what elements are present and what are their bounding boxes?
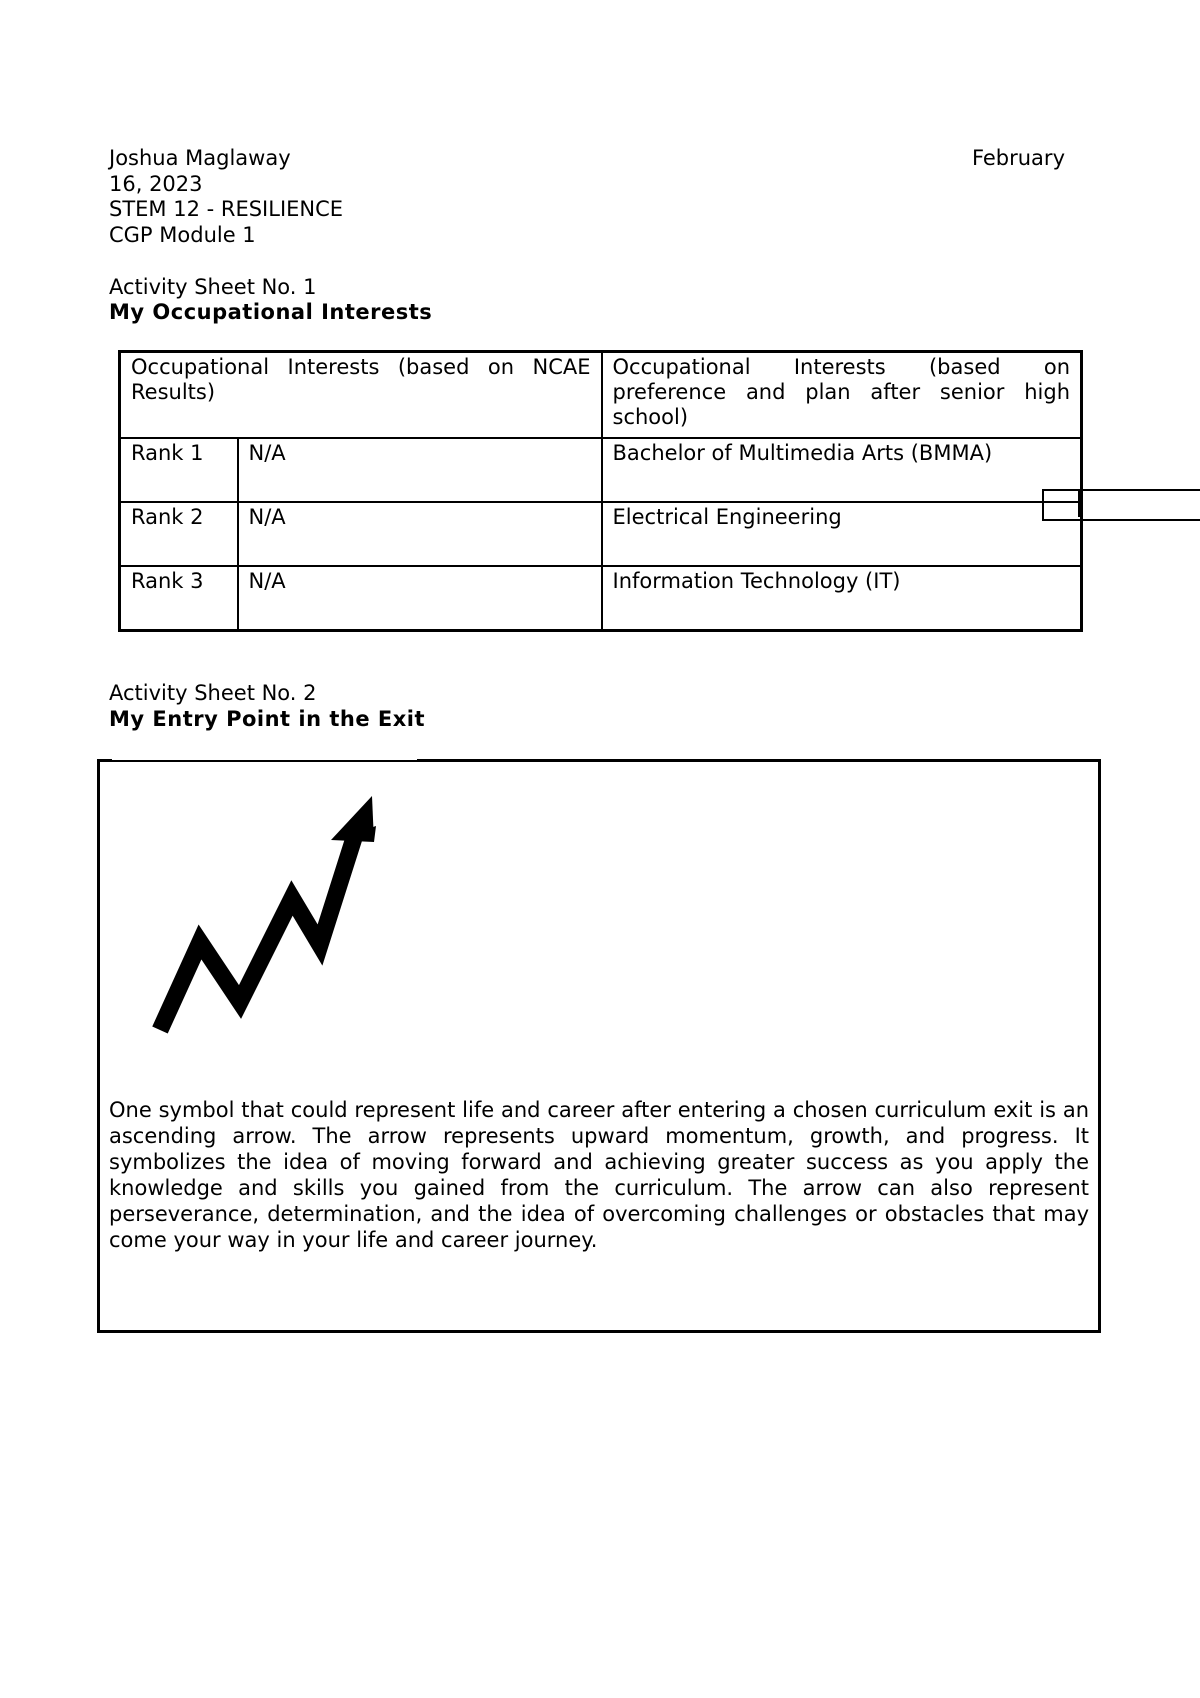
- occupational-interests-table: [118, 350, 1083, 632]
- header-ncae: Occupational Interests (based on NCAE Results): [120, 352, 602, 439]
- table-row: [120, 566, 1082, 631]
- table-row: [120, 502, 1082, 566]
- activity-sheet-2-label: Activity Sheet No. 2: [109, 681, 317, 705]
- ncae-cell: N/A: [238, 566, 602, 631]
- ncae-cell: N/A: [238, 502, 602, 566]
- reflection-paragraph: One symbol that could represent life and career after entering a chosen curriculum exit is an ascending arrow. The arrow represents upward momentum, growth, and progress. It symbolizes the idea of moving forward and achieving greater success as you apply the knowledge and skills you gained from the curriculum. The arrow can also represent perseverance, determination, and the idea of overcoming challenges or obstacles that may come your way in your life and career journey.: [109, 1098, 1089, 1252]
- stray-table-divider: [1078, 489, 1080, 517]
- preference-cell: Bachelor of Multimedia Arts (BMMA): [602, 438, 1082, 502]
- ascending-zigzag-arrow-icon: [140, 780, 400, 1050]
- preference-cell: Electrical Engineering: [602, 502, 1082, 566]
- stray-table-fragment: [1042, 489, 1200, 521]
- header-preference: Occupational Interests (based on preference and plan after senior high school): [602, 352, 1082, 439]
- preference-cell: Information Technology (IT): [602, 566, 1082, 631]
- module-name: CGP Module 1: [109, 223, 256, 247]
- rank-cell: Rank 2: [120, 502, 238, 566]
- rank-cell: Rank 3: [120, 566, 238, 631]
- activity-sheet-2-title: My Entry Point in the Exit: [109, 707, 426, 731]
- date-day-year: 16, 2023: [109, 172, 203, 196]
- rank-cell: Rank 1: [120, 438, 238, 502]
- date-month: February: [971, 146, 1065, 170]
- table-row: [120, 438, 1082, 502]
- ncae-cell: N/A: [238, 438, 602, 502]
- student-section: STEM 12 - RESILIENCE: [109, 197, 344, 221]
- activity-sheet-1-label: Activity Sheet No. 1: [109, 275, 317, 299]
- table-header-row: [120, 352, 1082, 439]
- box-border-gap: [112, 757, 417, 760]
- activity-sheet-1-title: My Occupational Interests: [109, 300, 433, 324]
- student-name: Joshua Maglaway: [109, 146, 291, 170]
